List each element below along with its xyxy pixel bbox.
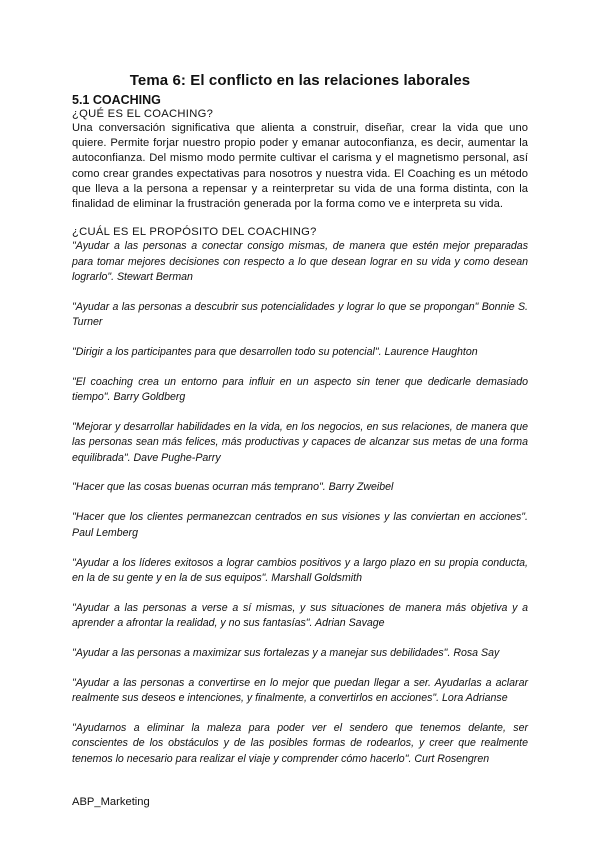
quote-item: "Ayudarnos a eliminar la maleza para poder ver el sendero que tenemos delante, ser conscientes de los obstáculos y de las posibles formas de rodearlos, y creer que realmente tenemos lo necesario para realizar el viaje y comprender cómo hacerlo". Curt Rosengren xyxy=(72,721,528,765)
quote-item: "Hacer que los clientes permanezcan centrados en sus visiones y las conviertan en acciones". Paul Lemberg xyxy=(72,511,528,539)
quote-item: "El coaching crea un entorno para influir en un aspecto sin tener que dedicarle demasiado tiempo". Barry Goldberg xyxy=(72,375,528,404)
quote-item: "Ayudar a las personas a conectar consigo mismas, de manera que estén mejor preparadas para tomar mejores decisiones con respecto a lo que desean lograr en su vida y como desean lograrlo". Stewart Berman xyxy=(72,240,528,283)
quote-item: "Ayudar a los líderes exitosos a lograr cambios positivos y a largo plazo en su propia conducta, en la de su gente y en la de sus equipos". Marshall Goldsmith xyxy=(72,556,528,584)
quote-item: "Ayudar a las personas a descubrir sus potencialidades y lograr lo que se propongan" Bonnie S. Turner xyxy=(72,300,528,328)
question-what-is-coaching: ¿QUÉ ES EL COACHING? xyxy=(72,108,214,120)
page-footer: ABP_Marketing xyxy=(72,796,150,808)
document-title: Tema 6: El conflicto en las relaciones laborales xyxy=(129,72,471,89)
quote-item: "Hacer que las cosas buenas ocurran más temprano". Barry Zweibel xyxy=(72,481,394,494)
section-heading: 5.1 COACHING xyxy=(72,93,161,107)
definition-paragraph: Una conversación significativa que alienta a construir, diseñar, crear la vida que uno quiere. Permite forjar nuestro propio poder y emanar autoconfianza, es decir, aumentar la autoconfianza. Del mismo modo permite cultivar el carisma y el magnetismo personal, así como crear grandes expectativas para nosotros y nuestra vida. El Coaching es un método que lleva a la persona a repensar y a reinterpretar su vida de una forma distinta, con la finalidad de eliminar la frustración generada por la forma como ve e interpreta su vida. xyxy=(72,122,528,211)
quote-item: "Dirigir a los participantes para que desarrollen todo su potencial". Laurence Haughton xyxy=(72,345,478,358)
quote-item: "Mejorar y desarrollar habilidades en la vida, en los negocios, en sus relaciones, de manera que las personas sean más felices, más productivas y capaces de alcanzar sus metas de una forma equilibrada". Dave Pughe-Parry xyxy=(72,420,528,464)
document-page xyxy=(72,0,528,781)
quote-item: "Ayudar a las personas a convertirse en lo mejor que puedan llegar a ser. Ayudarlas a aclarar realmente sus deseos e intenciones, y finalmente, a convertirlos en acciones". Lora Adrianse xyxy=(72,676,528,705)
quote-item: "Ayudar a las personas a maximizar sus fortalezas y a manejar sus debilidades". Rosa Say xyxy=(72,646,500,659)
quote-item: "Ayudar a las personas a verse a sí mismas, y sus situaciones de manera más objetiva y a aprender a afrontar la realidad, y no sus fantasías". Adrian Savage xyxy=(72,601,528,630)
quotes-list xyxy=(72,239,528,767)
question-purpose-of-coaching: ¿CUÁL ES EL PROPÓSITO DEL COACHING? xyxy=(72,226,317,239)
